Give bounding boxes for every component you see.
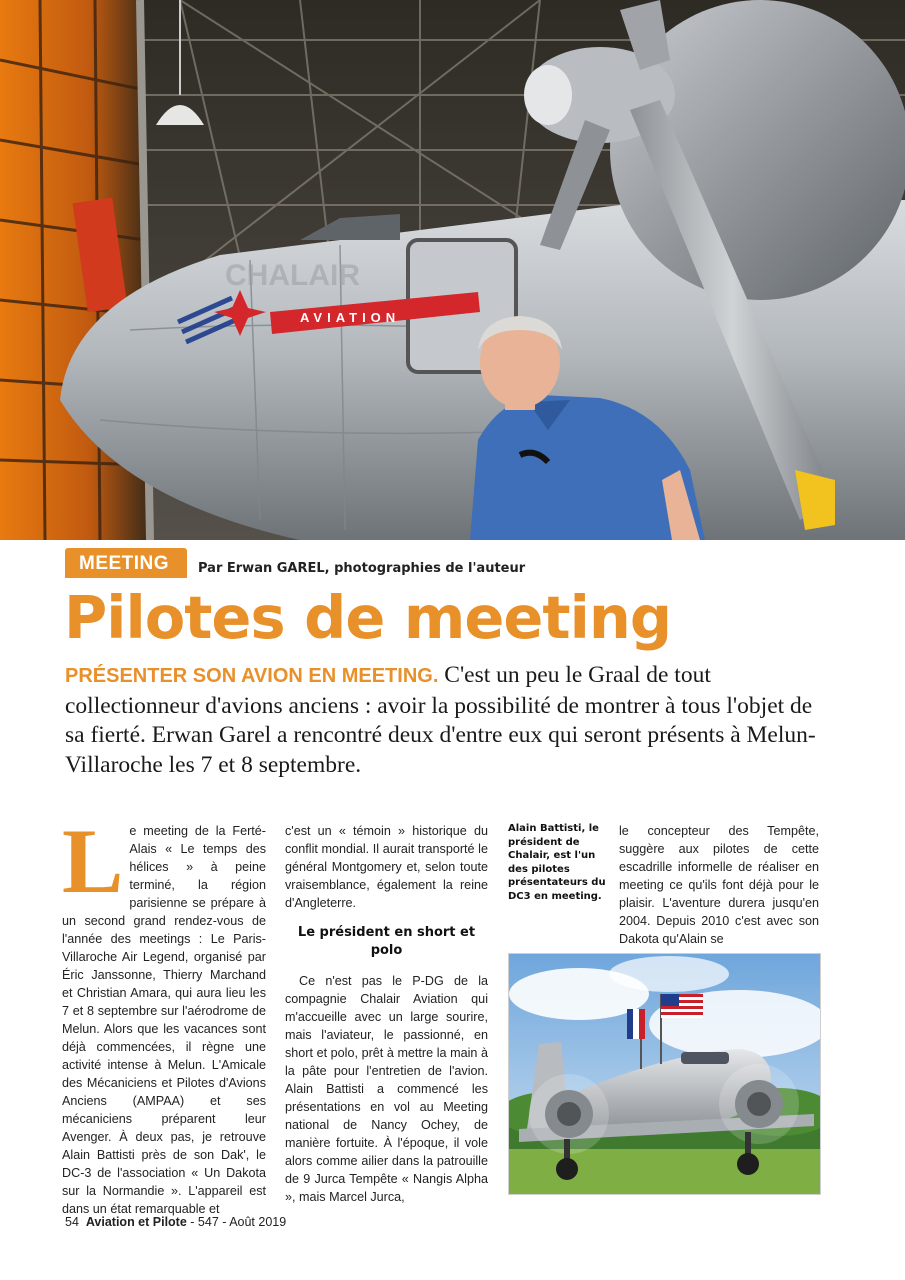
rubric-label: MEETING xyxy=(79,553,170,574)
page-footer xyxy=(65,1215,286,1229)
hero-photo xyxy=(0,0,905,540)
photo-caption: Alain Battisti, le président de Chalair, est l'un des pilotes présentateurs du DC3 en meeting. xyxy=(508,823,606,902)
fuselage-logo-top-text: CHALAIR xyxy=(225,259,360,292)
article-column-1 xyxy=(62,810,266,1218)
standfirst xyxy=(65,661,825,780)
fuselage-logo-text: AVIATION xyxy=(300,310,401,325)
column-2-text-a: c'est un « témoin » historique du conflit mondial. Il aurait transporté le général Montgomery et, selon toute vraisemblance, également la reine d'Angleterre. xyxy=(285,824,488,910)
standfirst-lead: PRÉSENTER SON AVION EN MEETING. xyxy=(65,665,439,687)
article-column-4 xyxy=(619,822,819,948)
dc3-photo xyxy=(508,953,821,1195)
article-title: Pilotes de meeting xyxy=(64,583,672,652)
column-2-text-b: Ce n'est pas le P-DG de la compagnie Chalair Aviation qui m'accueille avec un large sourire, mais l'aviateur, le passionné, en short et polo, prêt à mettre la main à la pâte pour l'entretien de l'avion. Alain Battisti a commencé les présentations en vol au Meeting national de Nancy Ochey, de manière fortuite. À l'époque, il vole alors comme ailier dans la patrouille de 9 Jurca Tempête « Nangis Alpha », mais Marcel Jurca, xyxy=(285,974,488,1204)
dc3-photo-illustration xyxy=(509,954,820,1194)
dropcap: L xyxy=(62,810,124,912)
standfirst-text: C'est un peu le Graal de tout collectionneur d'avions anciens : avoir la possibilité de montrer à tous l'objet de sa fierté. Erwan Garel a rencontré deux d'entre eux qui seront présents à Melun-Villaroche les 7 et 8 septembre. xyxy=(65,662,816,778)
column-4-text: le concepteur des Tempête, suggère aux pilotes de cette escadrille informelle de réaliser en meeting ce qu'ils font déjà pour le plaisir. L'aventure durera jusqu'en 2004. Depuis 2010 c'est avec son Dakota qu'Alain se xyxy=(619,824,819,946)
issue-info: - 547 - Août 2019 xyxy=(186,1215,287,1229)
hero-photo-illustration xyxy=(0,0,905,540)
section-subhead: Le président en short et polo xyxy=(297,925,476,958)
byline: Par Erwan GAREL, photographies de l'auteur xyxy=(198,561,526,576)
column-1-text: e meeting de la Ferté-Alais « Le temps des hélices » à peine terminé, la région parisienne se prépare à un second grand rendez-vous de l'année des meetings : Le Paris-Villaroche Air Legend, organisé par Éric Janssonne, Thierry Marchand et Christian Amara, qui aura lieu les 7 et 8 septembre sur l'aérodrome de Melun. Alors que les vacances sont déjà commencées, il règne une activité intense à Melun. L'Amicale des Mécaniciens et Pilotes d'Avions Anciens (AMPAA) et ses mécaniciens préparent leur Avenger. À deux pas, je retrouve Alain Battisti près de son Dak', le DC-3 de l'association « Un Dakota sur la Normandie ». L'appareil est dans un état remarquable et xyxy=(62,824,266,1216)
magazine-name: Aviation et Pilote xyxy=(85,1215,187,1229)
page-number: 54 xyxy=(65,1215,79,1229)
article-column-2 xyxy=(285,822,488,1206)
